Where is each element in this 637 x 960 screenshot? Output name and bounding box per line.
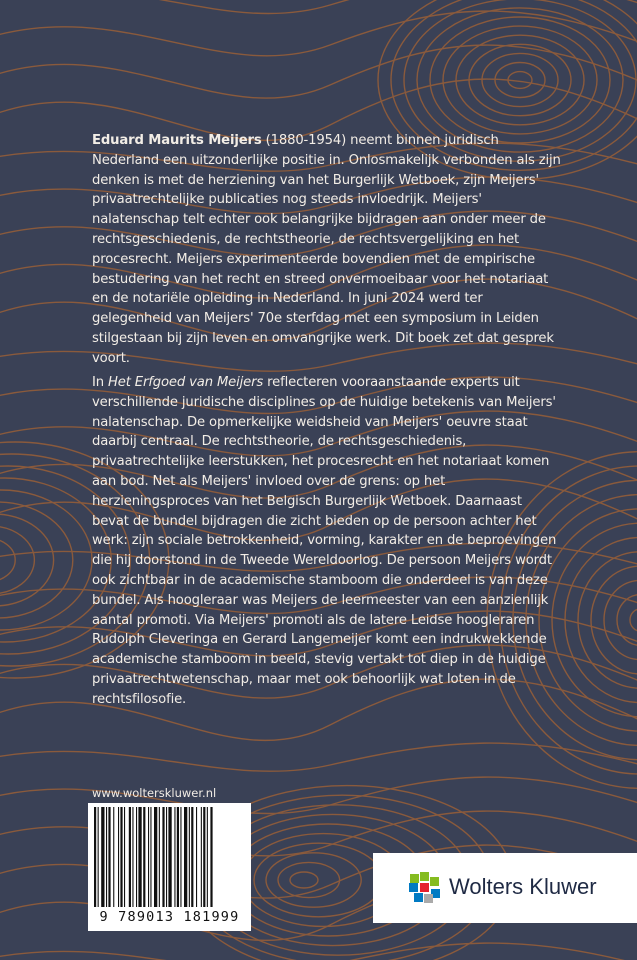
barcode-bar	[189, 807, 190, 907]
barcode-bar	[180, 807, 181, 907]
barcode-bar	[203, 807, 205, 907]
logo-square	[410, 874, 419, 883]
contour-line	[604, 580, 637, 659]
logo-square	[414, 893, 423, 902]
logo-square	[424, 894, 433, 903]
logo-square	[420, 872, 429, 881]
description-paragraph	[92, 373, 562, 710]
contour-line	[290, 872, 318, 888]
contour-line	[0, 0, 637, 14]
barcode-bar	[124, 807, 125, 907]
wolters-kluwer-logo-icon	[409, 872, 441, 904]
barcode-bar	[162, 807, 164, 907]
logo-square	[409, 883, 418, 892]
contour-line	[469, 44, 571, 115]
barcode-bar	[184, 807, 187, 907]
description-text: reflecteren vooraanstaande experts uit verschillende juridische disciplines op de huidige betekenis van Meijers' nalatenschap. De opmerkelijke weidsheid van Meijers' oeuvre staat daarbij centraal. De rechtstheorie, de rechtsgeschiedenis, privaatrechtelijke leerstukken, het procesrecht en het notariaat komen aan bod. Net als Meijers' invloed over de grens: op het herzieningsproces van het Belgisch Burgerlijk Wetboek. Daarnaast bevat de bundel bijdragen die zicht bieden op de persoon achter het werk: zijn sociale betrokkenheid, vorming, karakter en de beproevingen die hij doorstond in de Tweede Wereldoorlog. De persoon Meijers wordt ook zichtbaar in de academische stamboom die onderdeel is van deze bundel. Als hoogleraar was Meijers de leermeester van een aanzienlijk aantal promoti. Via Meijers' promoti als de latere Leidse hoogleraren Rudolph Cleveringa en Gerard Langemeijer komt een indrukwekkende academische stamboom in beeld, stevig vertakt tot diep in de huidige privaatrechtwetenschap, maar met ook behoorlijk wat loten in de rechtsfilosofie.	[92, 375, 557, 707]
contour-line	[0, 526, 34, 594]
contour-line	[565, 538, 637, 703]
intro-paragraph	[92, 131, 562, 369]
description-prefix: In	[92, 375, 108, 390]
logo-square	[430, 877, 439, 886]
barcode-bar	[101, 807, 104, 907]
barcode-bar	[210, 807, 212, 907]
barcode-bar	[201, 807, 202, 907]
contour-line	[630, 609, 637, 631]
barcode-bar	[136, 807, 137, 907]
contour-line	[266, 853, 361, 907]
isbn-barcode	[88, 803, 251, 931]
publisher-name: Wolters Kluwer	[449, 874, 597, 899]
author-name: Eduard Maurits Meijers	[92, 133, 262, 148]
logo-square	[420, 883, 429, 892]
publisher-logo-box	[373, 853, 637, 923]
contour-line	[0, 502, 73, 618]
contour-line	[0, 514, 54, 606]
barcode-bar	[94, 807, 96, 907]
barcode-bar	[196, 807, 197, 907]
barcode-bar	[98, 807, 99, 907]
website-url[interactable]: www.wolterskluwer.nl	[92, 786, 217, 800]
barcode-bar	[113, 807, 114, 907]
contour-line	[0, 490, 92, 630]
barcode-bar	[150, 807, 151, 907]
barcode-bar	[159, 807, 160, 907]
contour-line	[430, 17, 610, 143]
barcode-bar	[120, 807, 122, 907]
contour-line	[0, 11, 637, 56]
contour-line	[482, 53, 558, 106]
barcode-bar	[177, 807, 179, 907]
barcode-bar	[106, 807, 107, 907]
contour-line	[0, 538, 15, 582]
barcode-bar	[168, 807, 171, 907]
barcode-bar	[154, 807, 157, 907]
barcode-bar	[166, 807, 167, 907]
barcode-bar	[108, 807, 110, 907]
barcode-bar	[207, 807, 208, 907]
intro-text: (1880-1954) neemt binnen juridisch Nederland een uitzonderlijke positie in. Onlosmakelijk verbonden als zijn denken is met de herziening van het Burgerlijk Wetboek, zijn Meijers' privaatrechtelijke publicaties nog steeds invloedrijk. Meijers' nalatenschap telt echter ook belangrijke bijdragen aan onder meer de rechtsgeschiedenis, de rechtstheorie, de rechtsvergelijking en het procesrecht. Meijers experimenteerde bovendien met de empirische bestudering van het recht en streed onvermoeibaar voor het notariaat en de notariële opleiding in Nederland. In juni 2024 werd ter gelegenheid van Meijers' 70e sterfdag met een symposium in Leiden stilgestaan bij zijn leven en omvangrijke werk. Dit boek zet dat gesprek voort.	[92, 133, 561, 366]
barcode-bar	[132, 807, 133, 907]
barcode-bar	[118, 807, 119, 907]
book-title: Het Erfgoed van Meijers	[108, 375, 264, 390]
barcode-bar	[191, 807, 193, 907]
barcode-bar	[129, 807, 131, 907]
barcode-bar	[174, 807, 175, 907]
barcode-bar	[138, 807, 141, 907]
barcode-bar	[143, 807, 145, 907]
barcode-bar	[148, 807, 149, 907]
barcode-bars	[88, 803, 251, 909]
isbn-digits: 9 789013 181999	[99, 909, 240, 925]
contour-line	[0, 743, 637, 771]
